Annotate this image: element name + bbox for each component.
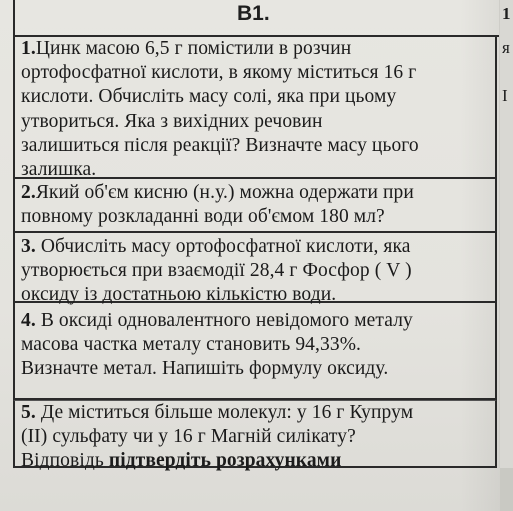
- variant-title: B1.: [237, 2, 270, 25]
- question-3-number: 3.: [21, 236, 36, 257]
- question-1: [13, 35, 497, 179]
- question-2: [13, 179, 497, 233]
- question-1-number: 1.: [21, 38, 36, 59]
- question-2-text: 2.Який об'єм кисню (н.у.) можна одержати при повному розкладанні води об'ємом 180 мл?: [21, 182, 414, 228]
- question-5-number: 5.: [21, 402, 36, 423]
- question-3: [13, 233, 497, 306]
- photo-shadow: [460, 0, 500, 511]
- answer-instruction: підтвердіть розрахунками: [108, 450, 342, 472]
- question-4-text: 4. В оксиді одновалентного невідомого металу масова частка металу становить 94,33%. Визначте метал. Напишіть формулу оксиду.: [21, 310, 413, 380]
- question-1-text: 1.Цинк масою 6,5 г помістили в розчин ортофосфатної кислоти, в якому міститься 16 г кислоти. Обчисліть масу солі, яка при цьому утвориться. Яка з вихідних речовин залишиться після реакції? Визначте масу цього залишка.: [21, 38, 419, 181]
- question-5-text: 5. Де міститься більше молекул: у 16 г Купрум (ІІ) сульфату чи у 16 г Магній силікату? Відповідь підтвердіть розрахунками: [21, 402, 414, 472]
- next-column-fragment: 1 я І: [499, 0, 513, 468]
- question-3-text: 3. Обчисліть масу ортофосфатної кислоти, яка утворюється при взаємодії 28,4 г Фосфор ( V ) оксиду із достатньою кількістю води.: [21, 236, 412, 306]
- question-4-number: 4.: [21, 310, 36, 331]
- task-table: [13, 0, 511, 472]
- question-2-number: 2.: [21, 182, 36, 203]
- table-header-cell: [13, 0, 501, 37]
- question-5: [13, 400, 497, 472]
- question-4: [13, 303, 497, 400]
